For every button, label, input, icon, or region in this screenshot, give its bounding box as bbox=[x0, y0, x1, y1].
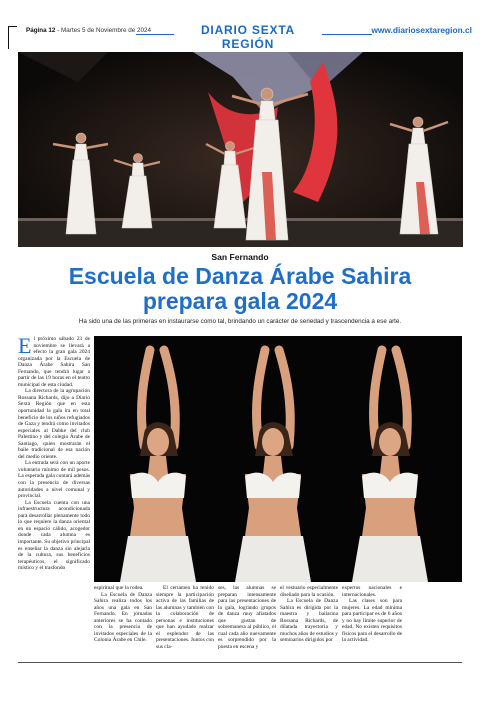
stage-dancers-photo bbox=[18, 52, 463, 247]
paragraph: El próximo sábado 23 de noviembre se llevará a efecto la gran gala 2024 organizada por la Escuela de Danza Árabe Sahira San Fernando, que tendrá lugar a partir de las 19 horas en el teatro municipal de esta ciudad. bbox=[18, 333, 90, 388]
website-link[interactable]: www.diariosextaregion.cl bbox=[371, 25, 472, 35]
paragraph: expertos nacionales e internacionales. bbox=[342, 585, 402, 598]
article-deck: Ha sido una de las primeras en instaurarse como tal, brindando un carácter de seriedad y trascendencia a ese arte. bbox=[78, 318, 402, 325]
page-number: Página 12 bbox=[26, 27, 56, 34]
dancers-portrait-photo bbox=[94, 336, 462, 582]
paragraph: ses, las alumnas se preparan intensamente para las presentaciones de la gala, logrando grupos de danza muy afiatados que gustan de sobremanera al público, el cual cada año nuevamente es sorprendido por la puesta en escena y bbox=[218, 585, 276, 650]
page-info bbox=[26, 27, 151, 34]
article-column-1 bbox=[18, 333, 90, 572]
page-header bbox=[8, 22, 472, 51]
bottom-rule bbox=[18, 662, 462, 663]
header-rule-left bbox=[136, 34, 174, 35]
paragraph: Las clases son para mujeres. La edad mínima para participar es de 6 años y no hay límite superior de edad. No existen requisitos físicos para el desarrollo de la actividad. bbox=[342, 598, 402, 644]
article-kicker: San Fernando bbox=[211, 252, 269, 262]
article-column-4 bbox=[218, 585, 276, 650]
paragraph: La entrada será con un aporte voluntario mínimo de mil pesos. La esperada gala contará además con la presencia de diversas autoridades a nivel comunal y provincial. bbox=[18, 460, 90, 500]
issue-date: - Martes 5 de Noviembre de 2024 bbox=[55, 27, 151, 34]
drop-cap: E bbox=[18, 333, 32, 358]
paragraph: espiritual que la rodea. bbox=[94, 585, 144, 591]
article-column-3 bbox=[156, 585, 214, 650]
paragraph: La Escuela de Danza Sahira realiza todos los años una gala en San Fernando. En jornadas anteriores se ha contado con la presencia de invitados especiales de la Colonia Árabe en Chile. bbox=[94, 591, 152, 644]
paragraph: el vestuario especialmente diseñado para la ocasión. bbox=[280, 585, 338, 598]
corner-mark bbox=[8, 26, 17, 49]
article-column-2 bbox=[94, 585, 152, 644]
newspaper-name: DIARIO SEXTA REGIÓN bbox=[200, 23, 296, 51]
paragraph: La directora de la agrupación Rossana Richards, dijo a Diario Sexta Región que en esta oportunidad la gala ira en total beneficio de los niños refugiados de Gaza y tendrá como invitados especiales al Dabke del club Palestino y del colegio Árabe de Santiago, quien mostrarán el baile tradicional de esa nación del medio oriente. bbox=[18, 388, 90, 460]
article-headline: Escuela de Danza Árabe Sahira prepara gala 2024 bbox=[68, 263, 412, 314]
paragraph: La Escuela cuenta con una infraestructura acondicionada para desarrollar plenamente todo lo que requiere la danza oriental en un espacio cálido, acogedor donde cada alumna es importante. Su objetivo principal es enseñar la danza sin alejarla de la cultura, sus beneficios terapéuticos, el significado místico y el trasfondo bbox=[18, 499, 90, 572]
article-column-5 bbox=[280, 585, 338, 644]
header-rule-right bbox=[322, 34, 372, 35]
article-column-6 bbox=[342, 585, 402, 644]
paragraph: El certamen ha tenido siempre la participación activa de las familias de las alumnas y también con la colaboración de personas e instituciones que han ayudado realzar el esplendor de las presentaciones. Juntos con sus cla- bbox=[156, 585, 214, 650]
paragraph: La Escuela de Danza Sahira es dirigida por la maestra y bailarina Rossana Richards, de dilatada trayectoria y muchos años de estudios y seminarios dirigidos por bbox=[280, 598, 338, 644]
